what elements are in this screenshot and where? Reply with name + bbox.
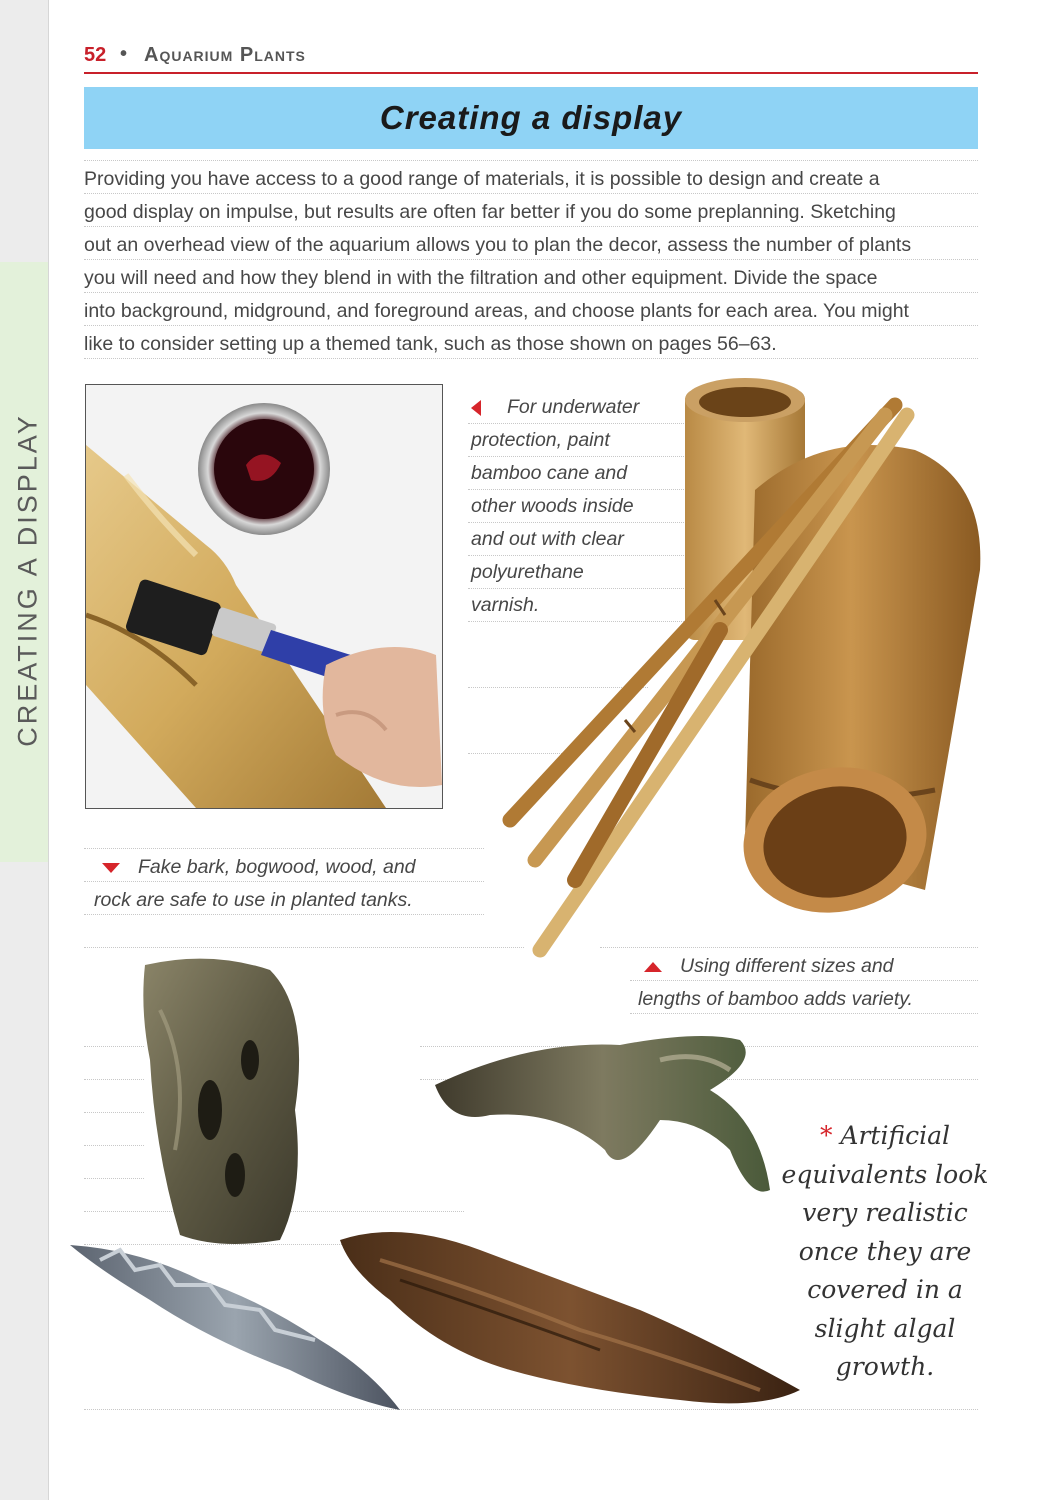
intro-line: like to consider setting up a themed tank, such as those shown on pages 56–63.	[84, 333, 777, 355]
bamboo-photo	[495, 370, 990, 970]
intro-line: you will need and how they blend in with the filtration and other equipment. Divide the space	[84, 267, 878, 289]
handwritten-note: * Artificial equivalents look very realistic once they are covered in a slight algal growth.	[781, 1121, 989, 1381]
header-separator: •	[120, 43, 128, 65]
arrow-left-icon	[471, 400, 481, 416]
running-header	[84, 42, 978, 74]
bamboo-caption: Using different sizes and lengths of bamboo adds variety.	[638, 955, 913, 1010]
bark-caption: Fake bark, bogwood, wood, and rock are safe to use in planted tanks.	[94, 856, 416, 911]
artificial-decor-photo	[60, 950, 820, 1425]
intro-line: into background, midground, and foreground areas, and choose plants for each area. You might	[84, 300, 909, 322]
section-title: Creating a display	[379, 99, 683, 136]
page-number: 52	[84, 44, 107, 66]
book-title: Aquarium Plants	[144, 44, 306, 66]
intro-line: good display on impulse, but results are often far better if you do some preplanning. Sketching	[84, 201, 896, 223]
intro-line: Providing you have access to a good range of materials, it is possible to design and create a	[84, 168, 880, 190]
varnish-caption: For underwater protection, paint bamboo cane and other woods inside and out with clear polyurethane varnish.	[471, 396, 640, 616]
intro-line: out an overhead view of the aquarium allows you to plan the decor, assess the number of plants	[84, 234, 912, 256]
asterisk-icon: *	[819, 1121, 833, 1150]
side-tab-label: CREATING A DISPLAY	[12, 413, 43, 747]
varnish-photo	[85, 384, 443, 809]
section-title-bar	[84, 87, 978, 149]
intro-paragraph	[84, 163, 984, 361]
arrow-down-icon	[102, 863, 120, 873]
